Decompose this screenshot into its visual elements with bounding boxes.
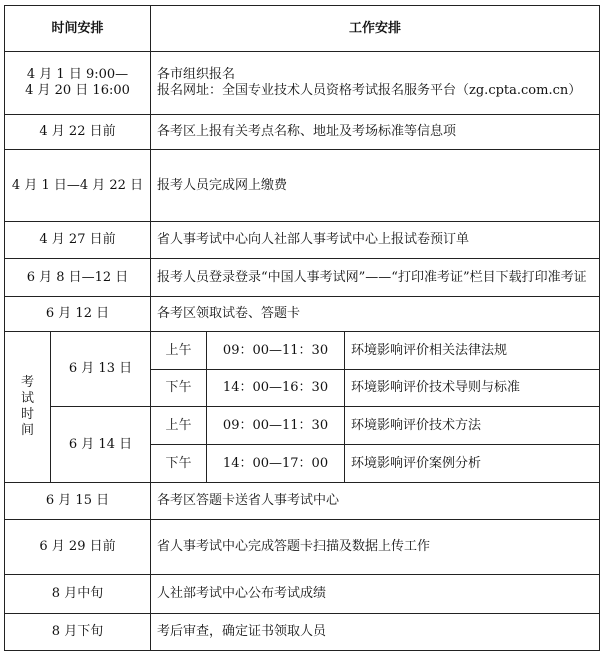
table-row [5,150,600,222]
time-cell: 4 月 22 日前 [5,115,151,150]
session-time: 14：00—16：30 [207,370,345,407]
table-row [5,259,600,297]
time-cell: 8 月中旬 [5,575,151,614]
exam-label-char: 考 [20,375,34,390]
work-cell: 省人事考试中心完成答题卡扫描及数据上传工作 [151,520,600,575]
session-time: 09：00—11：30 [207,332,345,370]
table-row [5,222,600,259]
session-time: 14：00—17：00 [207,445,345,483]
work-cell: 各考区答题卡送省人事考试中心 [151,483,600,520]
session-period: 上午 [151,332,207,370]
header-time: 时间安排 [5,6,151,52]
exam-session-row [5,407,600,445]
table-row [5,520,600,575]
work-cell: 各考区领取试卷、答题卡 [151,297,600,332]
exam-time-label [5,332,51,483]
exam-label-char: 时 [20,407,34,422]
session-period: 上午 [151,407,207,445]
work-cell: 报考人员登录登录“中国人事考试网”——“打印准考证”栏目下载打印准考证 [151,259,600,297]
session-period: 下午 [151,445,207,483]
header-row [5,6,600,52]
exam-schedule-table [4,5,600,651]
session-subject: 环境影响评价技术导则与标准 [345,370,600,407]
time-cell: 8 月下旬 [5,614,151,651]
exam-label-char: 间 [20,423,34,438]
session-period: 下午 [151,370,207,407]
work-cell: 各市组织报名 报名网址：全国专业技术人员资格考试报名服务平台（zg.cpta.com.cn） [151,52,600,115]
work-cell: 报考人员完成网上缴费 [151,150,600,222]
session-subject: 环境影响评价相关法律法规 [345,332,600,370]
session-subject: 环境影响评价案例分析 [345,445,600,483]
table-row [5,483,600,520]
work-cell: 考后审查，确定证书领取人员 [151,614,600,651]
table-row [5,115,600,150]
time-cell: 4 月 27 日前 [5,222,151,259]
work-cell: 省人事考试中心向人社部人事考试中心上报试卷预订单 [151,222,600,259]
header-work: 工作安排 [151,6,600,52]
time-cell: 4 月 1 日 9:00— 4 月 20 日 16:00 [5,52,151,115]
table-row [5,575,600,614]
exam-date: 6 月 13 日 [51,332,151,407]
work-cell: 各考区上报有关考点名称、地址及考场标准等信息项 [151,115,600,150]
time-cell: 6 月 8 日—12 日 [5,259,151,297]
exam-label-char: 试 [20,391,34,406]
session-time: 09：00—11：30 [207,407,345,445]
session-subject: 环境影响评价技术方法 [345,407,600,445]
table-row [5,614,600,651]
time-cell: 6 月 15 日 [5,483,151,520]
exam-date: 6 月 14 日 [51,407,151,483]
exam-session-row [5,332,600,370]
time-cell: 4 月 1 日—4 月 22 日 [5,150,151,222]
table-row [5,297,600,332]
table-row [5,52,600,115]
time-cell: 6 月 29 日前 [5,520,151,575]
work-cell: 人社部考试中心公布考试成绩 [151,575,600,614]
time-cell: 6 月 12 日 [5,297,151,332]
